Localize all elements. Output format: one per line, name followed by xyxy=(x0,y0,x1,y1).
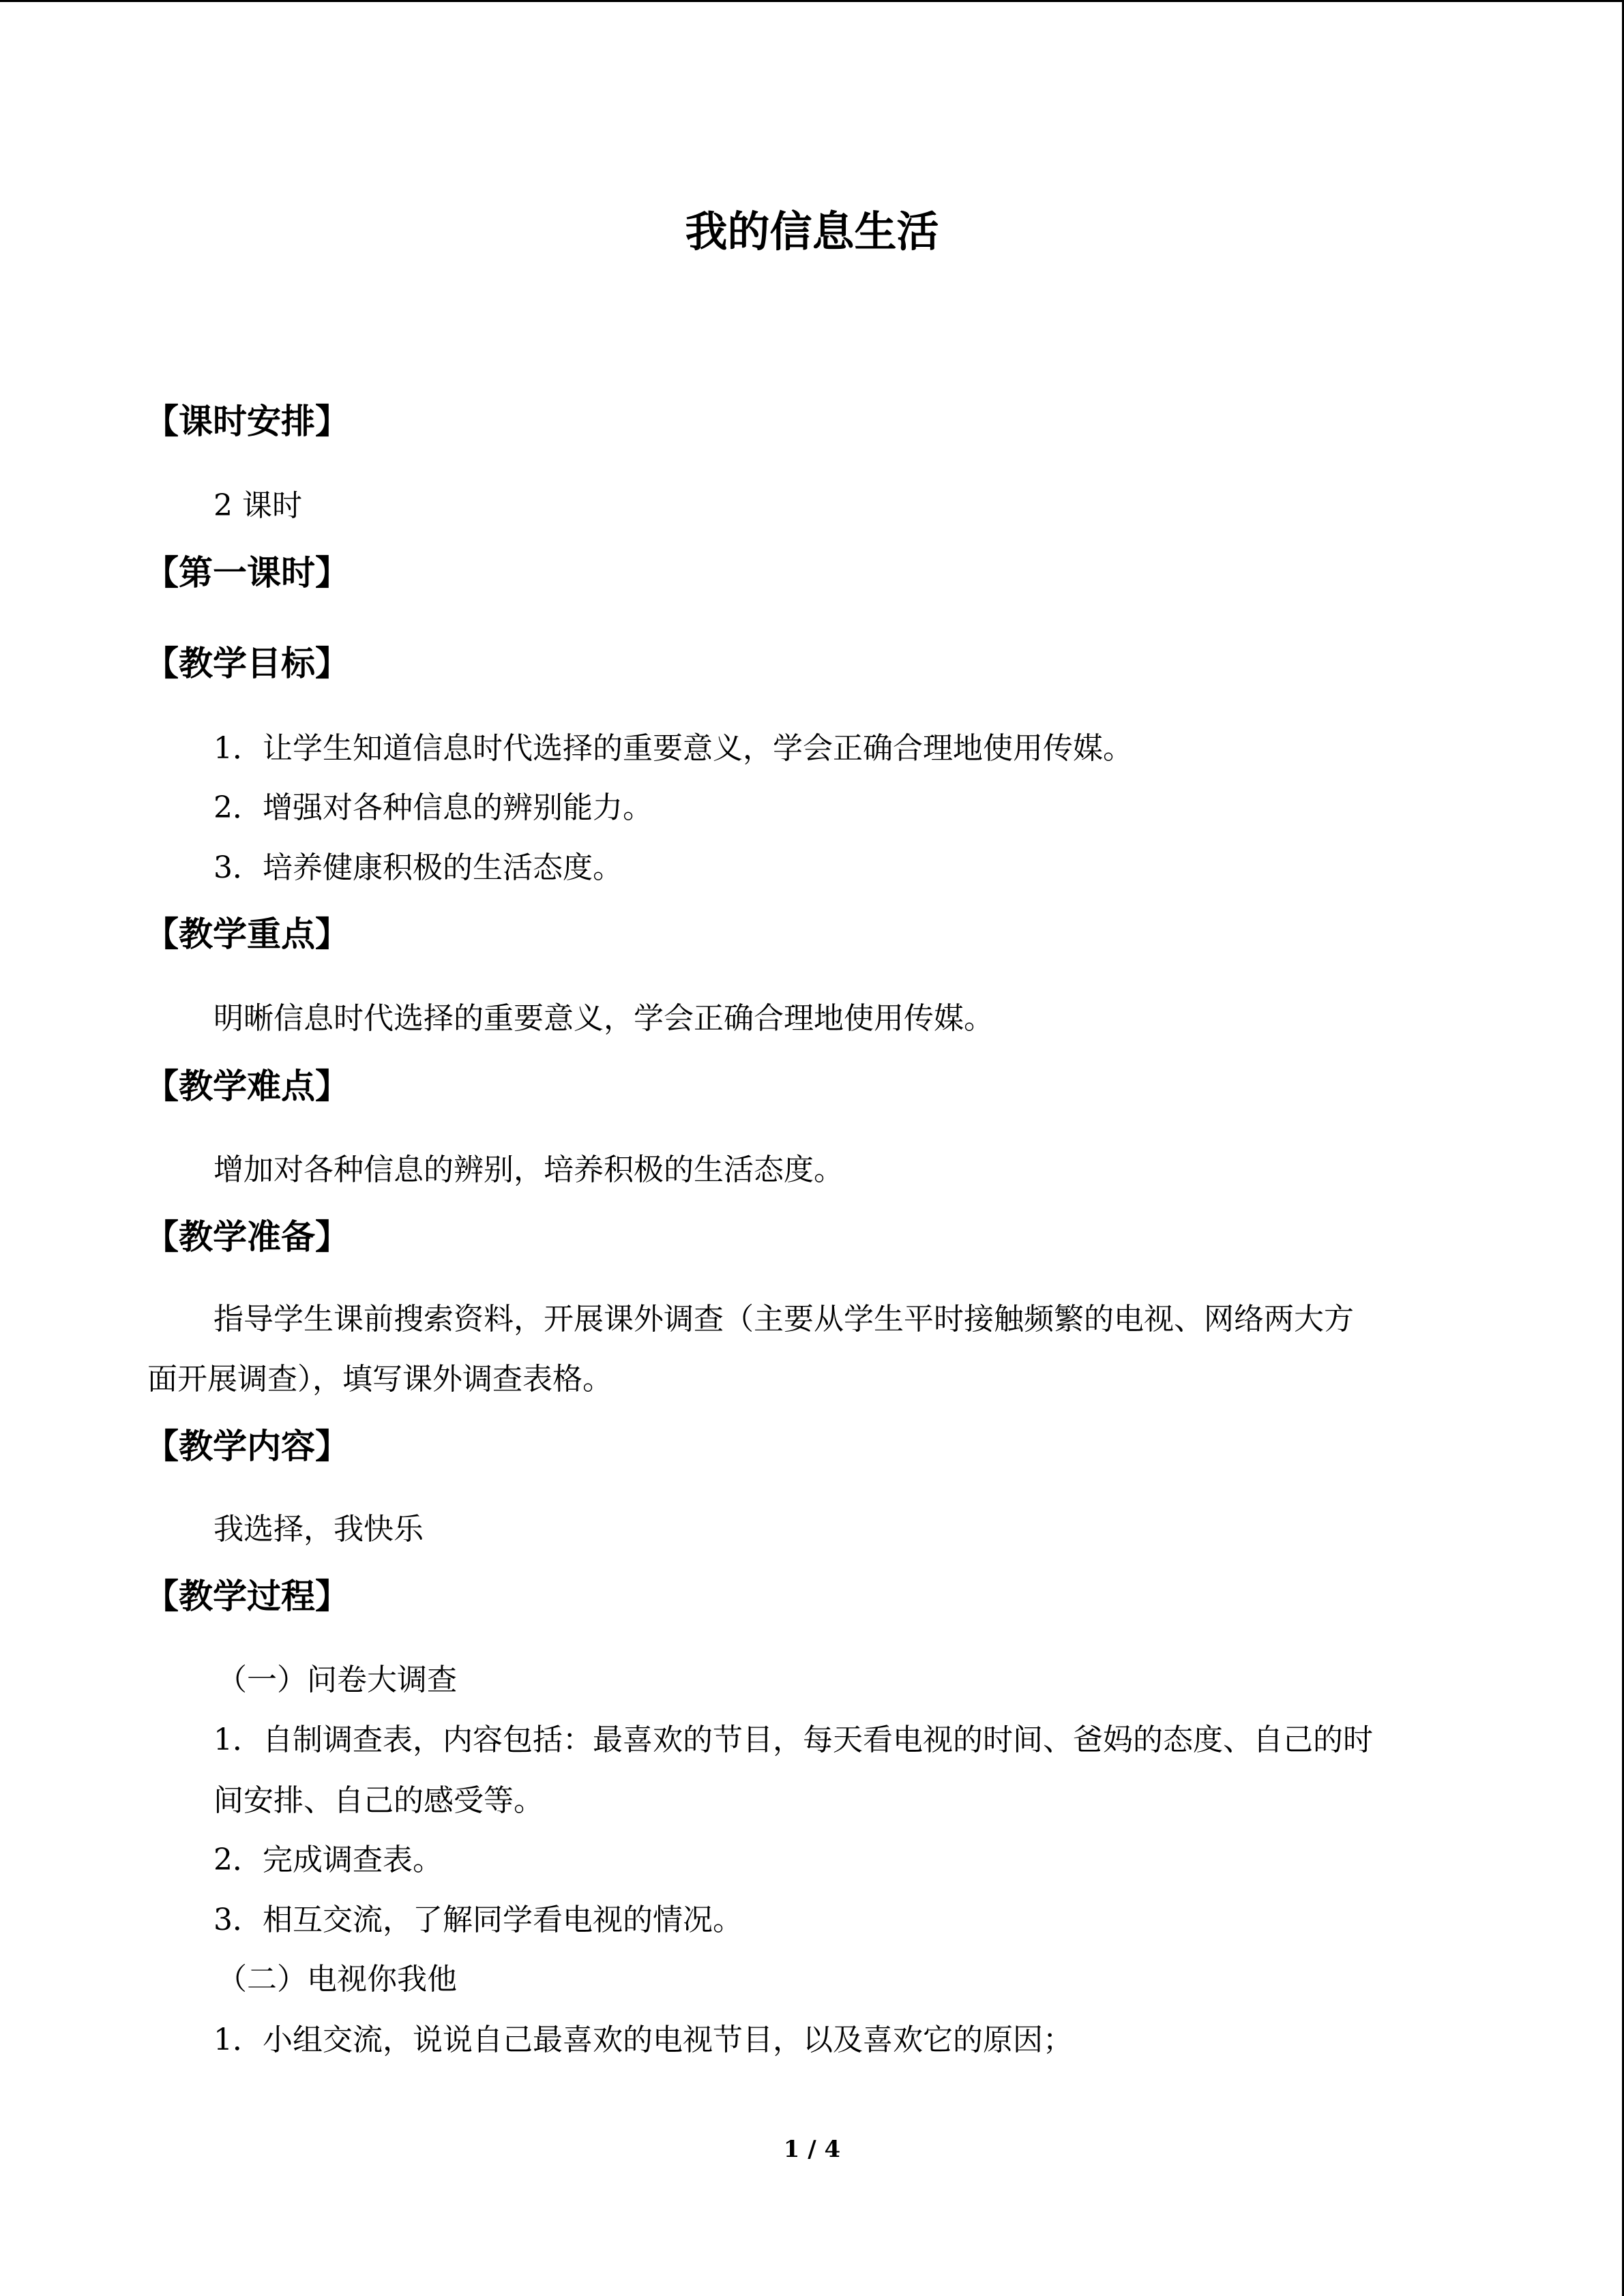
key-points-text: 明晰信息时代选择的重要意义，学会正确合理地使用传媒。 xyxy=(213,1001,994,1036)
document-title: 我的信息生活 xyxy=(685,207,939,256)
goal-item-3: 3．培养健康积极的生活态度。 xyxy=(213,850,623,885)
heading-first-lesson: 【第一课时】 xyxy=(145,553,349,593)
process-part-2-item-1: 1．小组交流，说说自己最喜欢的电视节目，以及喜欢它的原因； xyxy=(213,2023,1073,2057)
schedule-text: 2 课时 xyxy=(213,488,302,523)
heading-preparation: 【教学准备】 xyxy=(145,1217,349,1257)
process-part-1-item-3: 3．相互交流，了解同学看电视的情况。 xyxy=(213,1903,743,1937)
process-part-1-item-1-line-2: 间安排、自己的感受等。 xyxy=(213,1783,544,1818)
heading-schedule: 【课时安排】 xyxy=(145,402,349,441)
preparation-text-line-2: 面开展调查），填写课外调查表格。 xyxy=(147,1362,612,1397)
content-text: 我选择，我快乐 xyxy=(213,1512,424,1547)
heading-difficulties: 【教学难点】 xyxy=(145,1067,349,1106)
goal-item-1: 1．让学生知道信息时代选择的重要意义，学会正确合理地使用传媒。 xyxy=(213,731,1133,766)
process-part-2-title: （二）电视你我他 xyxy=(217,1962,457,1997)
process-part-1-title: （一）问卷大调查 xyxy=(217,1663,457,1697)
page-top-border xyxy=(0,0,1624,2)
heading-key-points: 【教学重点】 xyxy=(145,914,349,954)
preparation-text-line-1: 指导学生课前搜索资料，开展课外调查（主要从学生平时接触频繁的电视、网络两大方 xyxy=(213,1302,1354,1337)
heading-process: 【教学过程】 xyxy=(145,1577,349,1616)
heading-goals: 【教学目标】 xyxy=(145,644,349,683)
goal-item-2: 2．增强对各种信息的辨别能力。 xyxy=(213,790,653,825)
process-part-1-item-2: 2．完成调查表。 xyxy=(213,1843,443,1877)
page-number: 1 / 4 xyxy=(783,2136,841,2163)
heading-content: 【教学内容】 xyxy=(145,1427,349,1466)
difficulties-text: 增加对各种信息的辨别，培养积极的生活态度。 xyxy=(213,1152,844,1187)
process-part-1-item-1-line-1: 1．自制调查表，内容包括：最喜欢的节目，每天看电视的时间、爸妈的态度、自己的时 xyxy=(213,1723,1373,1757)
